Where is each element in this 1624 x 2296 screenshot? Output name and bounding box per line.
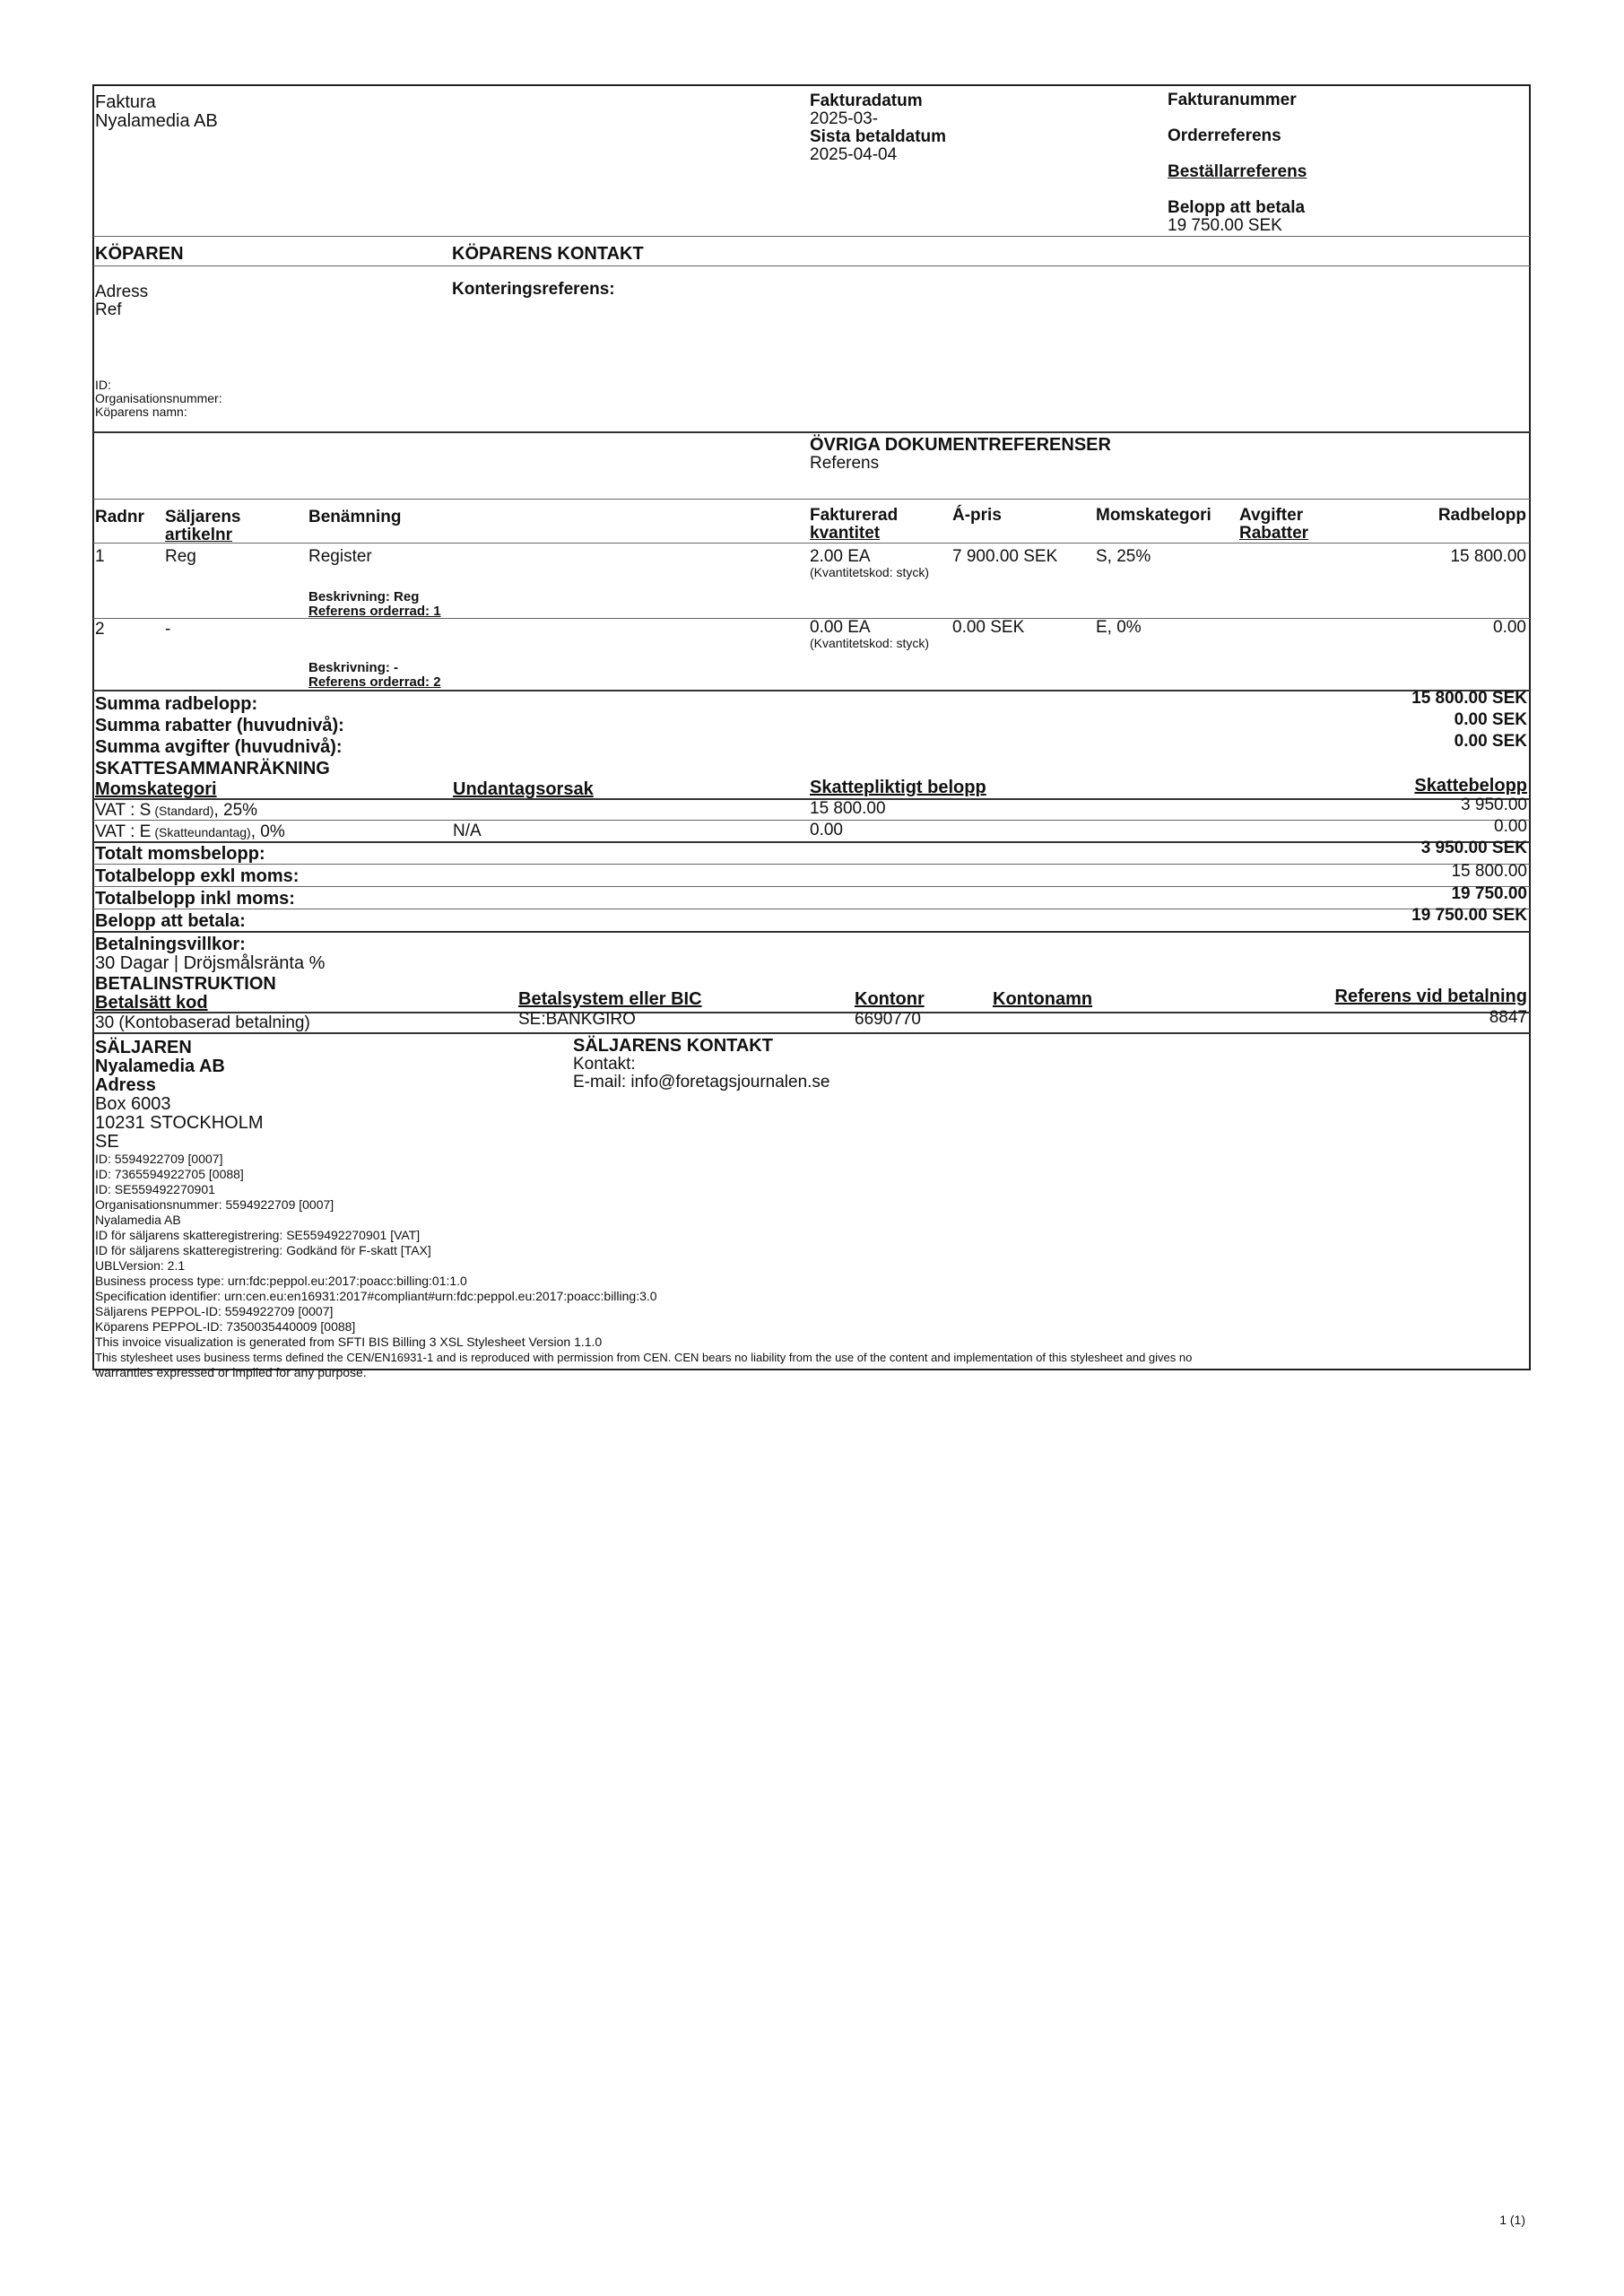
divider [93, 543, 1530, 544]
footer-line: ID: 5594922709 [0007] [95, 1152, 223, 1166]
footer-line: ID för säljarens skatteregistrering: Godkänd för F-skatt [TAX] [95, 1243, 431, 1257]
row1-nr: 1 [95, 547, 105, 566]
other-refs-ref-label: Referens [810, 454, 880, 473]
page-number: 1 (1) [1499, 2213, 1525, 2227]
att-betala-label: Belopp att betala: [95, 911, 246, 931]
total-exkl-label: Totalbelopp exkl moms: [95, 866, 300, 886]
buyer-contact-heading: KÖPARENS KONTAKT [452, 244, 644, 264]
tax-row2-kat-code: VAT : E [95, 822, 152, 841]
col-kvantitet-1: Fakturerad [810, 506, 899, 525]
tax-heading: SKATTESAMMANRÄKNING [95, 759, 330, 778]
tax-row2-kat-name: (Skatteundantag) [154, 825, 251, 839]
buyer-ref-field: Ref [95, 300, 122, 319]
row2-kvantitet: 0.00 EA [810, 618, 871, 637]
payment-col-ref: Referens vid betalning [1334, 987, 1527, 1006]
seller-country: SE [95, 1132, 119, 1152]
row2-enhet: (Kvantitetskod: styck) [810, 636, 930, 650]
tax-row1-pliktigt: 15 800.00 [810, 799, 886, 818]
row1-moms: S, 25% [1096, 547, 1151, 566]
buyer-address-label: Adress [95, 283, 149, 301]
amount-due-label: Belopp att betala [1168, 198, 1306, 217]
footer-line: warranties expressed or implied for any purpose. [95, 1365, 367, 1379]
footer-line: Business process type: urn:fdc:peppol.eu:2017:poacc:billing:01:1.0 [95, 1274, 467, 1288]
tax-row2-belopp: 0.00 [1494, 817, 1527, 836]
buyer-ref-label: Beställarreferens [1168, 162, 1307, 181]
tax-row2-undantag: N/A [453, 822, 482, 840]
divider [93, 841, 1530, 843]
buyer-org-label: Organisationsnummer: [95, 391, 222, 405]
divider [93, 886, 1530, 887]
buyer-id-label: ID: [95, 378, 111, 392]
due-date-value: 2025-04-04 [810, 145, 898, 164]
seller-heading: SÄLJAREN [95, 1038, 192, 1057]
row2-referens: Referens orderrad: 2 [308, 674, 441, 690]
col-benamning: Benämning [308, 508, 402, 526]
row1-beskrivning: Beskrivning: Reg [308, 589, 420, 604]
seller-name: Nyalamedia AB [95, 1057, 225, 1076]
col-artikel-2: artikelnr [165, 526, 232, 544]
row1-kvantitet: 2.00 EA [810, 547, 871, 566]
tax-row1-kat-name: (Standard) [154, 804, 214, 818]
row1-artikel: Reg [165, 547, 196, 566]
footer-line: This stylesheet uses business terms defined the CEN/EN16931-1 and is reproduced with permission from CEN. CEN bears no liability from the use of the content and implementation of this stylesheet and gives no [95, 1351, 1193, 1364]
total-moms-value: 3 950.00 SEK [1420, 839, 1527, 857]
tax-row1-belopp: 3 950.00 [1461, 796, 1527, 814]
payment-col-kod: Betalsätt kod [95, 993, 208, 1013]
row2-moms: E, 0% [1096, 618, 1142, 637]
tax-col-pliktigt: Skattepliktigt belopp [810, 778, 986, 797]
footer-line: ID: SE559492270901 [95, 1182, 215, 1196]
seller-contact-label: Kontakt: [573, 1055, 636, 1074]
divider [93, 431, 1530, 433]
sum-rabatter-label: Summa rabatter (huvudnivå): [95, 716, 344, 735]
footer-identifiers [95, 1152, 1526, 1380]
order-ref-label: Orderreferens [1168, 126, 1281, 145]
footer-line: ID: 7365594922705 [0088] [95, 1167, 244, 1181]
payment-system: SE:BANKGIRO [518, 1010, 636, 1029]
sum-radbelopp-value: 15 800.00 SEK [1411, 689, 1527, 708]
total-moms-label: Totalt momsbelopp: [95, 844, 265, 864]
row2-beskrivning: Beskrivning: - [308, 660, 399, 675]
footer-line: Nyalamedia AB [95, 1213, 181, 1227]
payment-ref: 8847 [1489, 1008, 1527, 1027]
total-inkl-label: Totalbelopp inkl moms: [95, 889, 295, 909]
payment-col-system: Betalsystem eller BIC [518, 989, 702, 1009]
tax-col-kat: Momskategori [95, 779, 217, 799]
invoice-number-label: Fakturanummer [1168, 91, 1297, 109]
buyer-name-label: Köparens namn: [95, 404, 187, 419]
row2-nr: 2 [95, 620, 105, 639]
payment-terms-value: 30 Dagar | Dröjsmålsränta % [95, 953, 326, 973]
col-radbelopp: Radbelopp [1437, 506, 1526, 525]
seller-city: 10231 STOCKHOLM [95, 1113, 264, 1133]
sum-avgifter-label: Summa avgifter (huvudnivå): [95, 737, 343, 757]
seller-address-label: Adress [95, 1075, 156, 1095]
total-exkl-value: 15 800.00 [1451, 862, 1527, 881]
tax-row1-kat [95, 802, 257, 820]
tax-row2-kat-rate: , 0% [250, 822, 285, 841]
sum-rabatter-value: 0.00 SEK [1454, 710, 1527, 729]
col-radnr: Radnr [95, 508, 144, 526]
row2-apris: 0.00 SEK [952, 618, 1025, 637]
doc-type: Faktura [95, 92, 156, 112]
row1-referens: Referens orderrad: 1 [308, 604, 441, 619]
footer-line: Köparens PEPPOL-ID: 7350035440009 [0088] [95, 1319, 356, 1334]
row2-artikel: - [165, 620, 171, 639]
footer-line: Säljarens PEPPOL-ID: 5594922709 [0007] [95, 1304, 334, 1318]
total-inkl-value: 19 750.00 [1451, 884, 1527, 903]
col-rabatter: Rabatter [1239, 524, 1309, 543]
sum-radbelopp-label: Summa radbelopp: [95, 694, 258, 714]
row2-belopp: 0.00 [1493, 618, 1526, 637]
tax-col-belopp: Skattebelopp [1414, 776, 1527, 796]
att-betala-value: 19 750.00 SEK [1411, 906, 1527, 925]
payment-col-kontonr: Kontonr [855, 989, 925, 1009]
footer-line: Specification identifier: urn:cen.eu:en16931:2017#compliant#urn:fdc:peppol.eu:2017:poacc:billing:3.0 [95, 1289, 657, 1303]
footer-line: UBLVersion: 2.1 [95, 1258, 186, 1273]
footer-line: This invoice visualization is generated from SFTI BIS Billing 3 XSL Stylesheet Version 1.1.0 [95, 1335, 603, 1349]
tax-row1-kat-rate: , 25% [213, 801, 258, 820]
divider [93, 265, 1530, 266]
tax-row2-kat [95, 823, 285, 841]
payment-kontonr: 6690770 [855, 1010, 921, 1029]
tax-row1-kat-code: VAT : S [95, 801, 152, 820]
divider [93, 864, 1530, 865]
other-refs-heading: ÖVRIGA DOKUMENTREFERENSER [810, 435, 1111, 455]
due-date-label: Sista betaldatum [810, 127, 947, 146]
divider [93, 236, 1530, 237]
divider [93, 690, 1530, 691]
seller-email: E-mail: info@foretagsjournalen.se [573, 1073, 830, 1091]
row1-enhet: (Kvantitetskod: styck) [810, 565, 930, 579]
row1-apris: 7 900.00 SEK [952, 547, 1058, 566]
payment-heading: BETALINSTRUKTION [95, 974, 276, 994]
seller-contact-heading: SÄLJARENS KONTAKT [573, 1036, 773, 1056]
payment-col-kontonamn: Kontonamn [993, 989, 1093, 1009]
footer-line: ID för säljarens skatteregistrering: SE559492270901 [VAT] [95, 1228, 421, 1242]
amount-due-value: 19 750.00 SEK [1168, 216, 1282, 235]
invoice-date-label: Fakturadatum [810, 91, 923, 110]
tax-col-undantag: Undantagsorsak [453, 779, 594, 799]
col-momskategori: Momskategori [1096, 506, 1211, 525]
divider [93, 931, 1530, 933]
header-seller-name: Nyalamedia AB [95, 111, 218, 131]
col-kvantitet-2: kvantitet [810, 524, 881, 543]
seller-street: Box 6003 [95, 1094, 171, 1114]
tax-row2-pliktigt: 0.00 [810, 821, 843, 839]
payment-terms-label: Betalningsvillkor: [95, 935, 246, 954]
buyer-heading: KÖPAREN [95, 244, 184, 264]
row1-benamning: Register [308, 547, 372, 566]
account-ref-label: Konteringsreferens: [452, 280, 615, 299]
divider [93, 499, 1530, 500]
col-artikel-1: Säljarens [165, 508, 241, 526]
col-apris: Á-pris [952, 506, 1002, 525]
sum-avgifter-value: 0.00 SEK [1454, 732, 1527, 751]
row1-belopp: 15 800.00 [1450, 547, 1526, 566]
col-avgifter: Avgifter [1239, 506, 1304, 525]
invoice-date-value: 2025-03- [810, 109, 879, 128]
divider [93, 1032, 1530, 1034]
payment-kod: 30 (Kontobaserad betalning) [95, 1013, 310, 1032]
footer-line: Organisationsnummer: 5594922709 [0007] [95, 1197, 334, 1212]
